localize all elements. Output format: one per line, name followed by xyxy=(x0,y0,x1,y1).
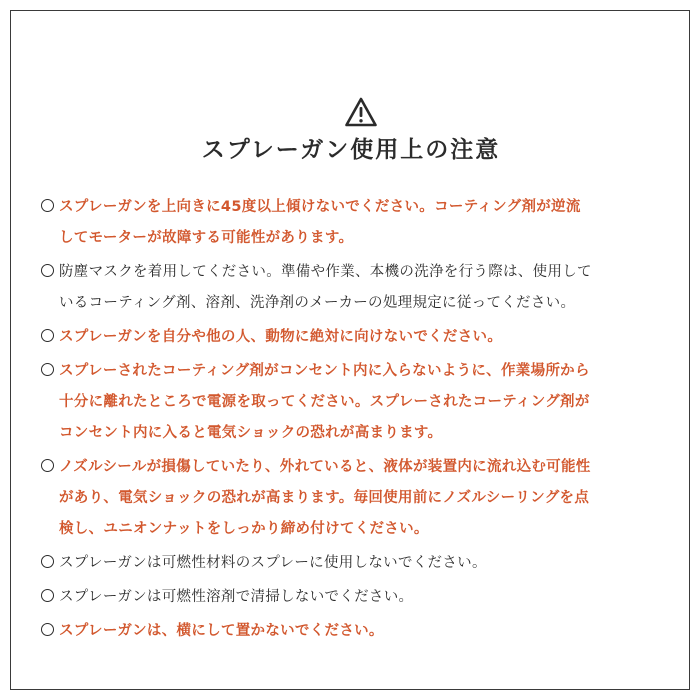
note-text-line: いるコーティング剤、溶剤、洗浄剤のメーカーの処理規定に従ってください。 xyxy=(59,295,576,311)
circle-bullet-icon xyxy=(41,264,54,277)
list-item xyxy=(41,548,681,579)
list-item xyxy=(41,192,681,254)
note-text-line: があり、電気ショックの恐れが高まります。毎回使用前にノズルシーリングを点 xyxy=(59,490,590,506)
note-text-line: 検し、ユニオンナットをしっかり締め付けてください。 xyxy=(59,521,429,537)
note-text-line: スプレーガンは可燃性材料のスプレーに使用しないでください。 xyxy=(59,555,487,571)
circle-bullet-icon xyxy=(41,623,54,636)
note-text-line: スプレーガンを上向きに45度以上傾けないでください。コーティング剤が逆流 xyxy=(59,199,581,215)
circle-bullet-icon xyxy=(41,363,54,376)
circle-bullet-icon xyxy=(41,199,54,212)
note-text-line: 十分に離れたところで電源を取ってください。スプレーされたコーティング剤が xyxy=(59,394,590,410)
list-item xyxy=(41,452,681,545)
note-text-line: スプレーガンを自分や他の人、動物に絶対に向けないでください。 xyxy=(59,329,503,345)
list-item xyxy=(41,582,681,613)
warning-triangle-icon xyxy=(344,96,378,128)
list-item xyxy=(41,356,681,449)
list-item xyxy=(41,322,681,353)
circle-bullet-icon xyxy=(41,459,54,472)
circle-bullet-icon xyxy=(41,589,54,602)
note-text-line: してモーターが故障する可能性があります。 xyxy=(59,230,354,246)
list-item xyxy=(41,257,681,319)
note-text-line: コンセント内に入ると電気ショックの恐れが高まります。 xyxy=(59,425,443,441)
page-title: スプレーガン使用上の注意 xyxy=(201,137,501,163)
notice-card xyxy=(10,10,690,690)
circle-bullet-icon xyxy=(41,555,54,568)
circle-bullet-icon xyxy=(41,329,54,342)
note-text-line: スプレーガンは、横にして置かないでください。 xyxy=(59,623,384,639)
notes-list xyxy=(41,192,681,650)
list-item xyxy=(41,616,681,647)
note-text-line: ノズルシールが損傷していたり、外れていると、液体が装置内に流れ込む可能性 xyxy=(59,459,591,475)
note-text-line: 防塵マスクを着用してください。準備や作業、本機の洗浄を行う際は、使用して xyxy=(59,264,592,280)
note-text-line: スプレーガンは可燃性溶剤で清掃しないでください。 xyxy=(59,589,414,605)
note-text-line: スプレーされたコーティング剤がコンセント内に入らないように、作業場所から xyxy=(59,363,590,379)
